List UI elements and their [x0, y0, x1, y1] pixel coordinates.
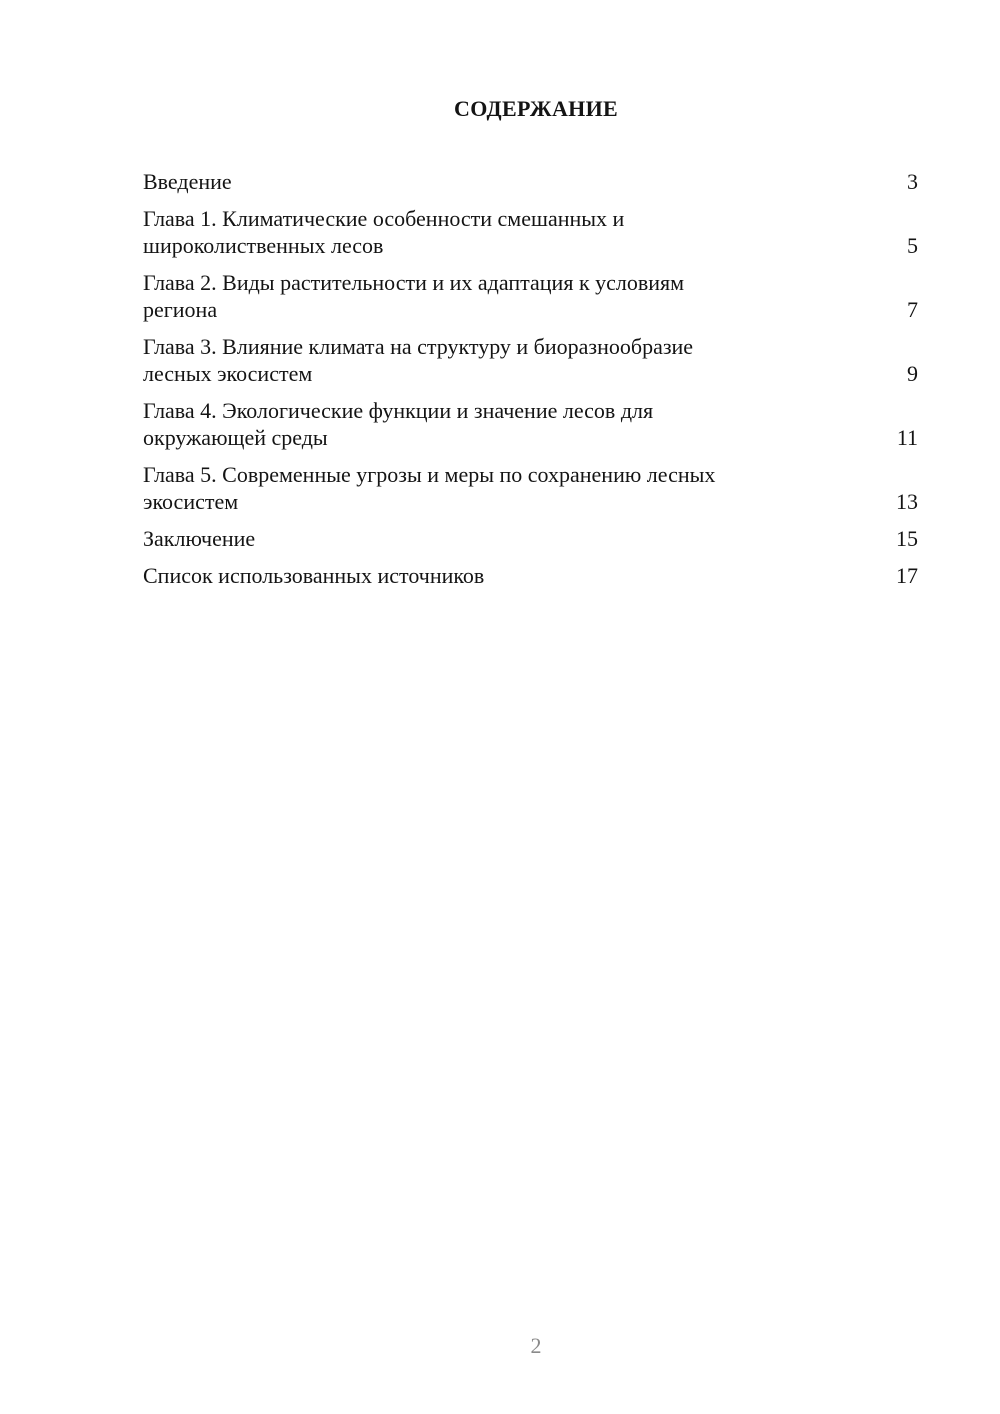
toc-entry-title-line: экосистем	[143, 489, 239, 514]
toc-entry-title	[143, 205, 823, 259]
toc-entry-title-line: Введение	[143, 169, 232, 194]
toc-entry-references	[143, 562, 918, 589]
toc-entry-title-line: окружающей среды	[143, 425, 328, 450]
toc-entry-conclusion	[143, 525, 918, 552]
toc-entry-page: 13	[896, 489, 918, 514]
toc-entry-page: 15	[896, 526, 918, 551]
toc-entry-title	[143, 461, 823, 515]
toc-entry-title	[143, 168, 823, 195]
toc-entry-title-line: Список использованных источников	[143, 563, 485, 588]
toc-entry-title	[143, 269, 823, 323]
toc-entry-title-line: лесных экосистем	[143, 361, 313, 386]
toc-entry-chapter-2	[143, 269, 918, 323]
toc-entry-title-line: Глава 3. Влияние климата на структуру и биоразнообразие	[143, 334, 694, 359]
toc-entry-chapter-4	[143, 397, 918, 451]
toc-entry-title	[143, 397, 823, 451]
toc-entry-title-line: Заключение	[143, 526, 256, 551]
table-of-contents	[143, 168, 918, 599]
toc-entry-page: 9	[907, 361, 918, 386]
page-number: 2	[530, 1333, 542, 1358]
toc-entry-page: 7	[907, 297, 918, 322]
toc-entry-title-line: Глава 4. Экологические функции и значение лесов для	[143, 398, 654, 423]
toc-entry-chapter-3	[143, 333, 918, 387]
toc-entry-title-line: региона	[143, 297, 218, 322]
toc-entry-title-line: Глава 1. Климатические особенности смешанных и	[143, 206, 625, 231]
toc-entry-chapter-5	[143, 461, 918, 515]
toc-entry-title	[143, 525, 823, 552]
page-title: СОДЕРЖАНИЕ	[454, 96, 618, 121]
toc-entry-page: 3	[907, 169, 918, 194]
toc-entry-title-line: Глава 5. Современные угрозы и меры по сохранению лесных	[143, 462, 716, 487]
toc-entry-page: 17	[896, 563, 918, 588]
toc-entry-page: 11	[896, 425, 918, 450]
toc-entry-title-line: широколиственных лесов	[143, 233, 384, 258]
toc-entry-chapter-1	[143, 205, 918, 259]
toc-entry-title-line: Глава 2. Виды растительности и их адаптация к условиям	[143, 270, 685, 295]
toc-entry-introduction	[143, 168, 918, 195]
toc-entry-title	[143, 562, 823, 589]
toc-entry-title	[143, 333, 823, 387]
toc-entry-page: 5	[907, 233, 918, 258]
